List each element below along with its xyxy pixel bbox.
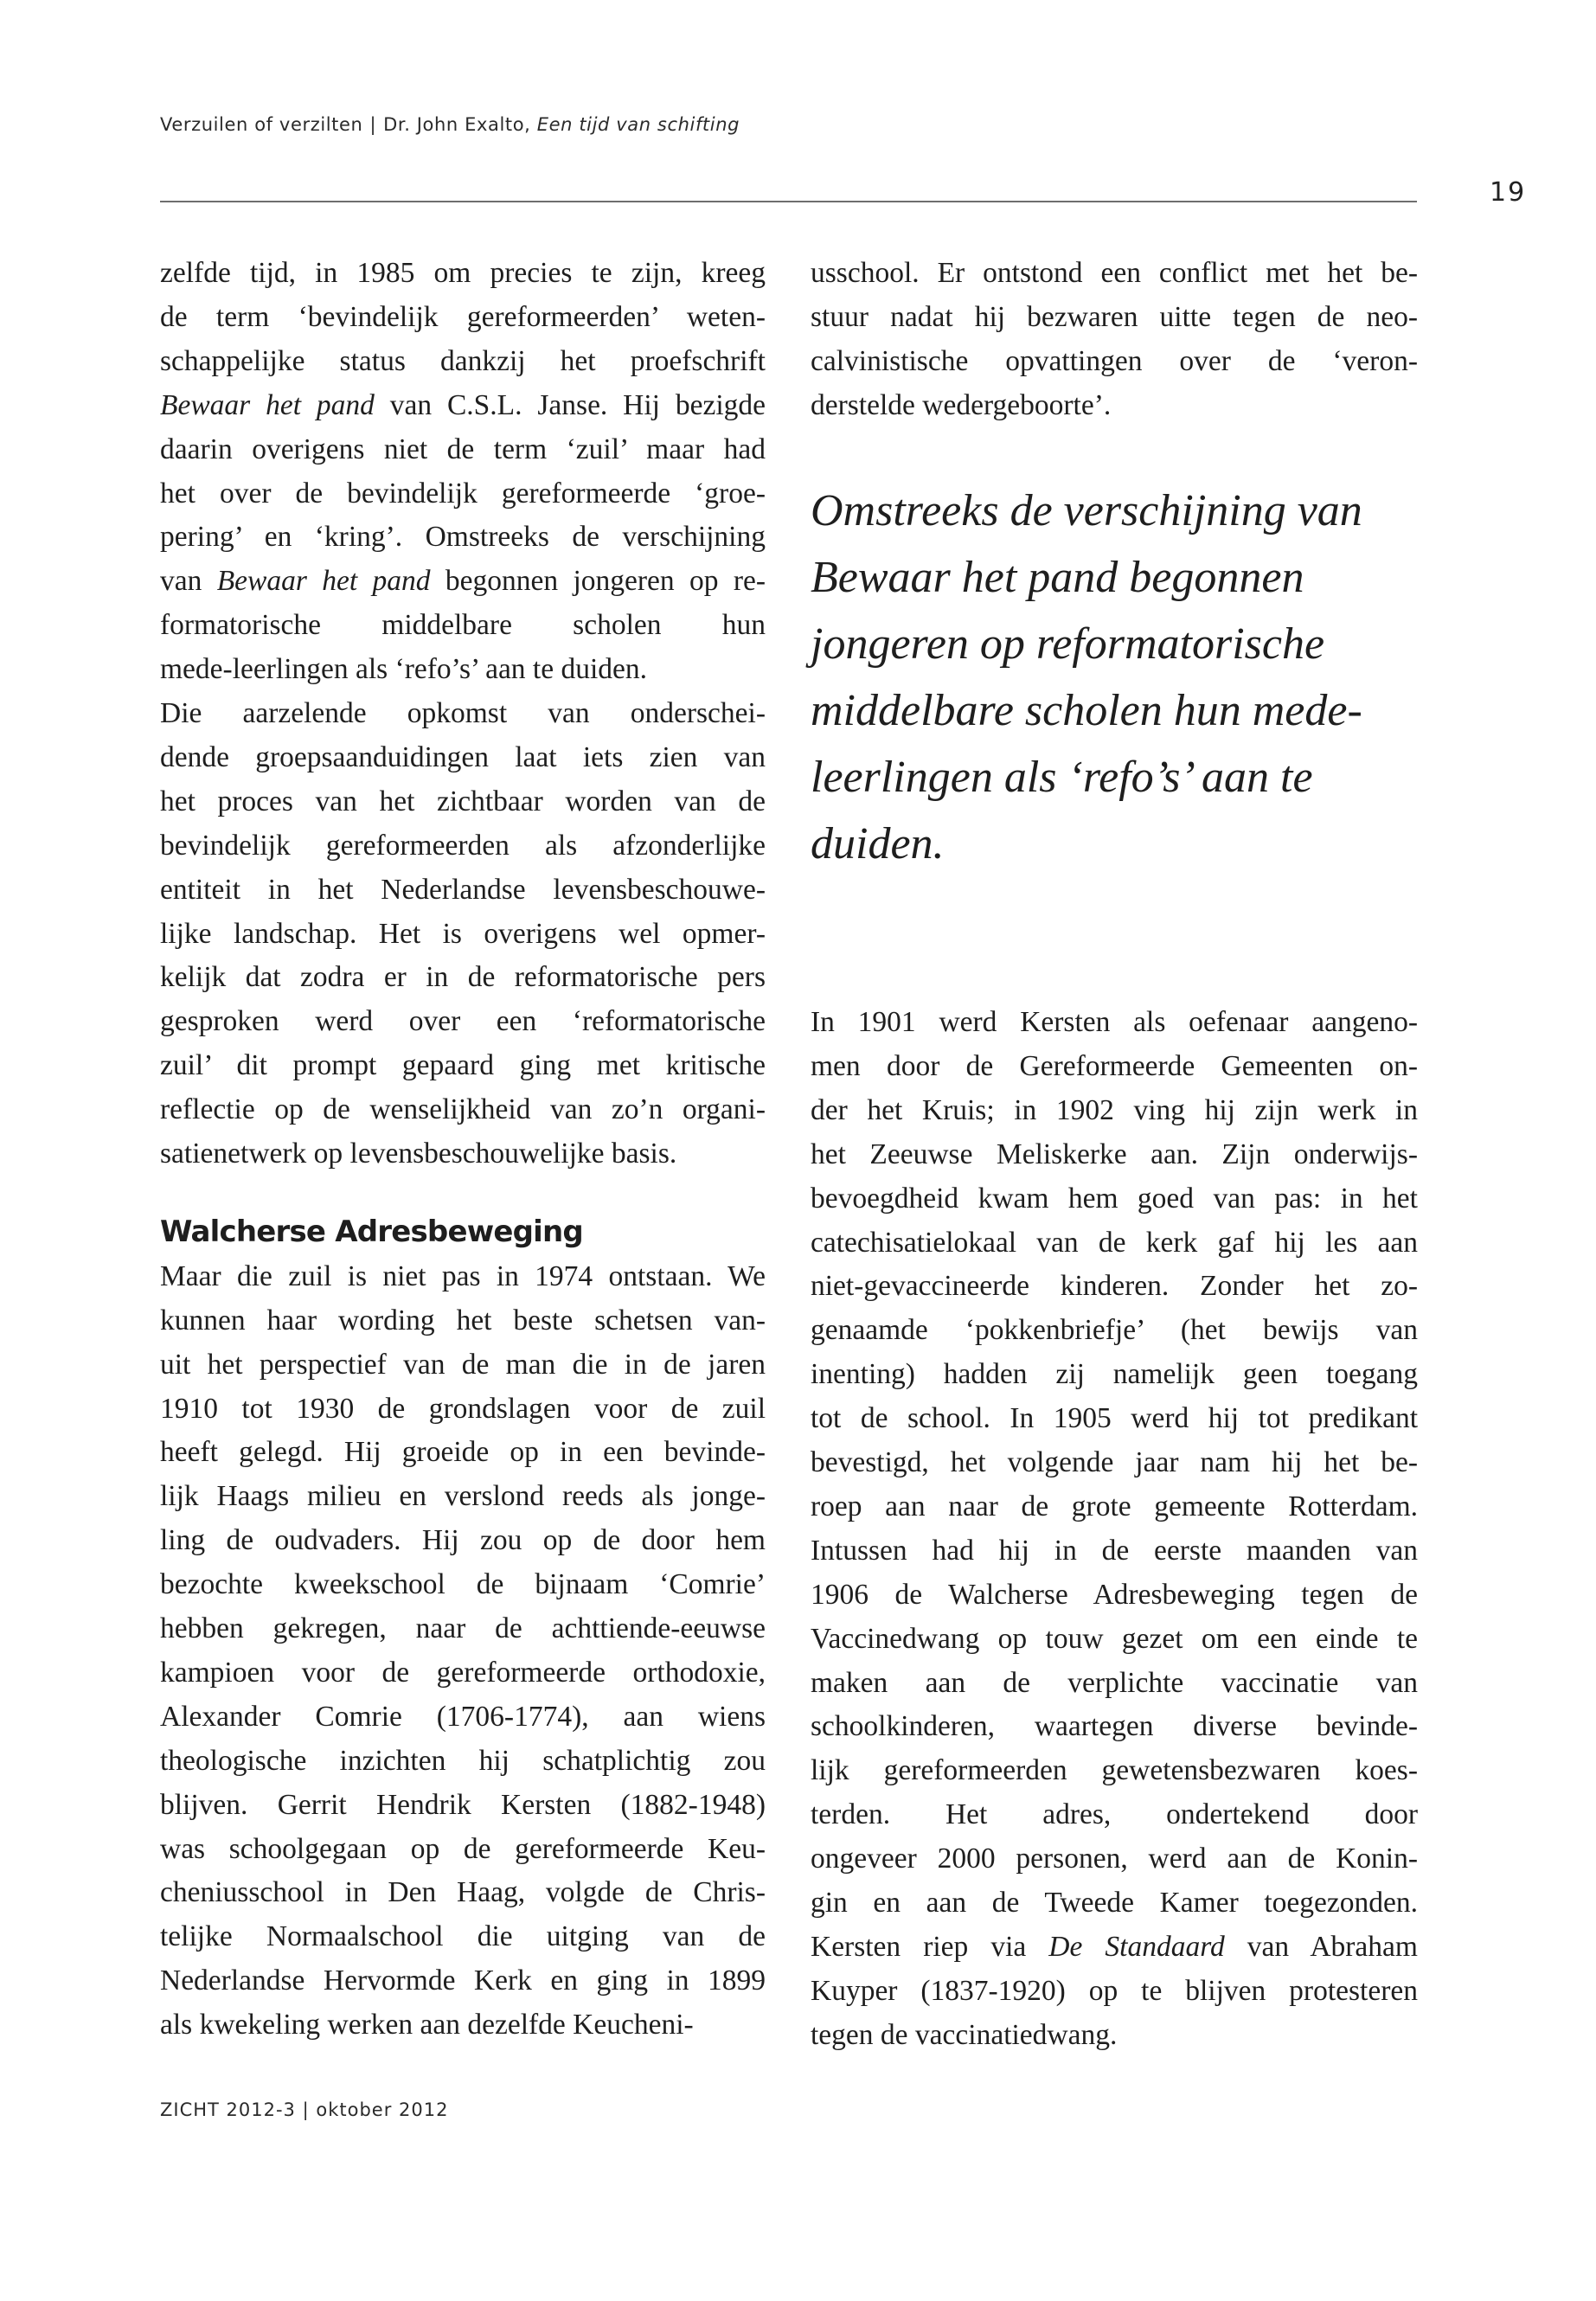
paragraph-3-line: als kwekeling werken aan dezelfde Keucheni- <box>160 2009 694 2041</box>
right-paragraph-2-line: Kuyper (1837-1920) op te blijven protesteren <box>811 1974 1418 2007</box>
right-paragraph-2-line: ongeveer 2000 personen, werd aan de Konin- <box>811 1843 1418 1875</box>
paragraph-3-line: telijke Normaalschool die uitging van de <box>160 1920 766 1953</box>
right-paragraph-2-line: catechisatielokaal van de kerk gaf hij les aan <box>811 1226 1418 1259</box>
right-paragraph-2-line: gin en aan de Tweede Kamer toegezonden. <box>811 1887 1418 1919</box>
journal-issue: ZICHT 2012-3 <box>160 2099 296 2120</box>
section-heading: Walcherse Adresbeweging <box>160 1214 583 1249</box>
paragraph-3-line: heeft gelegd. Hij groeide op in een bevinde- <box>160 1436 766 1469</box>
right-paragraph-2-line: bevestigd, het volgende jaar nam hij het be- <box>811 1446 1418 1478</box>
paragraph-3-line: uit het perspectief van de man die in de jaren <box>160 1348 766 1381</box>
paragraph-3-line: was schoolgegaan op de gereformeerde Keu- <box>160 1832 766 1865</box>
paragraph-1-line: van Bewaar het pand begonnen jongeren op re- <box>160 565 766 598</box>
author-name: Dr. John Exalto, <box>383 114 531 135</box>
right-paragraph-2-line: Vaccinedwang op touw gezet om een einde te <box>811 1622 1418 1655</box>
right-paragraph-2-line: Kersten riep via De Standaard van Abraham <box>811 1930 1418 1963</box>
paragraph-2-line: lijke landschap. Het is overigens wel opmer- <box>160 917 766 950</box>
right-paragraph-2-line: maken aan de verplichte vaccinatie van <box>811 1666 1418 1699</box>
paragraph-2-line: kelijk dat zodra er in de reformatorische pers <box>160 961 766 994</box>
paragraph-2-line: entiteit in het Nederlandse levensbeschouwe- <box>160 873 766 906</box>
paragraph-1-line: Bewaar het pand van C.S.L. Janse. Hij bezigde <box>160 388 766 421</box>
paragraph-2-line: gesproken werd over een ‘reformatorische <box>160 1005 766 1038</box>
right-paragraph-2-line: men door de Gereformeerde Gemeenten on- <box>811 1049 1418 1082</box>
paragraph-1-line: zelfde tijd, in 1985 om precies te zijn, kreeg <box>160 257 766 289</box>
book-title: Bewaar het pand <box>160 388 375 421</box>
right-paragraph-2-line: terden. Het adres, ondertekend door <box>811 1798 1418 1831</box>
right-paragraph-2-line: tot de school. In 1905 werd hij tot predikant <box>811 1402 1418 1435</box>
paragraph-3-line: cheniusschool in Den Haag, volgde de Chris- <box>160 1876 766 1909</box>
paragraph-1-line: mede-leerlingen als ‘refo’s’ aan te duiden. <box>160 653 648 686</box>
paragraph-2-line: satienetwerk op levensbeschouwelijke basis. <box>160 1138 677 1170</box>
series-title: Verzuilen of verzilten <box>160 114 363 135</box>
paragraph-3-line: Alexander Comrie (1706-1774), aan wiens <box>160 1700 766 1733</box>
paragraph-3-line: theologische inzichten hij schatplichtig zou <box>160 1744 766 1777</box>
right-paragraph-1-line: stuur nadat hij bezwaren uitte tegen de neo- <box>811 300 1418 333</box>
pull-quote-line: jongeren op reformatorische <box>811 619 1325 669</box>
paragraph-2-line: zuil’ dit prompt gepaard ging met kritische <box>160 1049 766 1082</box>
paragraph-1-line: daarin overigens niet de term ‘zuil’ maar had <box>160 433 766 465</box>
paragraph-2-line: bevindelijk gereformeerden als afzonderlijke <box>160 829 766 862</box>
right-paragraph-2-line: der het Kruis; in 1902 ving hij zijn werk in <box>811 1093 1418 1126</box>
right-paragraph-2-line: inenting) hadden zij namelijk geen toegang <box>811 1358 1418 1391</box>
article-title: Een tijd van schifting <box>536 114 740 135</box>
right-paragraph-2-line: schoolkinderen, waartegen diverse bevinde- <box>811 1710 1418 1743</box>
header-separator: | <box>369 114 377 135</box>
right-paragraph-1-line: derstelde wedergeboorte’. <box>811 388 1112 421</box>
paragraph-3-line: Nederlandse Hervormde Kerk en ging in 1899 <box>160 1965 766 1997</box>
paragraph-2-line: het proces van het zichtbaar worden van de <box>160 785 766 817</box>
right-paragraph-2-line: lijk gereformeerden gewetensbezwaren koes- <box>811 1754 1418 1787</box>
pull-quote-line: middelbare scholen hun mede- <box>811 685 1362 735</box>
right-paragraph-2-line: Intussen had hij in de eerste maanden van <box>811 1534 1418 1567</box>
book-title: Bewaar het pand <box>216 565 431 598</box>
footer-separator: | <box>302 2099 310 2120</box>
paragraph-3-line: kunnen haar wording het beste schetsen van- <box>160 1304 766 1336</box>
paragraph-3-line: hebben gekregen, naar de achttiende-eeuwse <box>160 1612 766 1644</box>
right-paragraph-1-line: usschool. Er ontstond een conflict met het be- <box>811 257 1418 289</box>
right-paragraph-2-line: niet-gevaccineerde kinderen. Zonder het zo- <box>811 1270 1418 1303</box>
paragraph-1-line: schappelijke status dankzij het proefschrift <box>160 344 766 377</box>
page-number: 19 <box>1490 177 1527 208</box>
right-paragraph-2-line: 1906 de Walcherse Adresbeweging tegen de <box>811 1578 1418 1611</box>
right-paragraph-2-line: In 1901 werd Kersten als oefenaar aangeno- <box>811 1006 1418 1038</box>
right-paragraph-1-line: calvinistische opvattingen over de ‘veron- <box>811 344 1418 377</box>
running-header <box>160 114 740 135</box>
paragraph-2-line: dende groepsaanduidingen laat iets zien van <box>160 740 766 773</box>
paragraph-3-line: ling de oudvaders. Hij zou op de door hem <box>160 1524 766 1557</box>
page-footer <box>160 2099 448 2120</box>
issue-date: oktober 2012 <box>316 2099 449 2120</box>
book-title: De Standaard <box>1048 1930 1225 1963</box>
pull-quote-line: Bewaar het pand begonnen <box>811 552 1304 602</box>
paragraph-2-line: reflectie op de wenselijkheid van zo’n organi- <box>160 1093 766 1126</box>
right-paragraph-2-line: tegen de vaccinatiedwang. <box>811 2018 1118 2051</box>
header-rule <box>160 201 1417 202</box>
paragraph-1-line: de term ‘bevindelijk gereformeerden’ weten- <box>160 300 766 333</box>
pull-quote-line: duiden. <box>811 818 945 868</box>
paragraph-3-line: lijk Haags milieu en verslond reeds als jonge- <box>160 1480 766 1513</box>
paragraph-1-line: het over de bevindelijk gereformeerde ‘groe- <box>160 477 766 510</box>
paragraph-3-line: bezochte kweekschool de bijnaam ‘Comrie’ <box>160 1568 766 1601</box>
paragraph-3-line: kampioen voor de gereformeerde orthodoxie, <box>160 1656 766 1689</box>
paragraph-3-line: blijven. Gerrit Hendrik Kersten (1882-1948) <box>160 1788 766 1821</box>
right-paragraph-2-line: genaamde ‘pokkenbriefje’ (het bewijs van <box>811 1314 1418 1347</box>
paragraph-3-line: Maar die zuil is niet pas in 1974 ontstaan. We <box>160 1259 766 1292</box>
right-paragraph-2-line: het Zeeuwse Meliskerke aan. Zijn onderwijs- <box>811 1138 1418 1170</box>
paragraph-2-line: Die aarzelende opkomst van onderschei- <box>160 697 766 729</box>
right-paragraph-2-line: bevoegdheid kwam hem goed van pas: in het <box>811 1182 1418 1215</box>
paragraph-1-line: pering’ en ‘kring’. Omstreeks de verschijning <box>160 521 766 554</box>
right-paragraph-2-line: roep aan naar de grote gemeente Rotterdam. <box>811 1490 1418 1522</box>
pull-quote-line: leerlingen als ‘refo’s’ aan te <box>811 752 1313 802</box>
pull-quote-line: Omstreeks de verschijning van <box>811 485 1362 535</box>
paragraph-1-line: formatorische middelbare scholen hun <box>160 609 766 642</box>
paragraph-3-line: 1910 tot 1930 de grondslagen voor de zuil <box>160 1392 766 1425</box>
